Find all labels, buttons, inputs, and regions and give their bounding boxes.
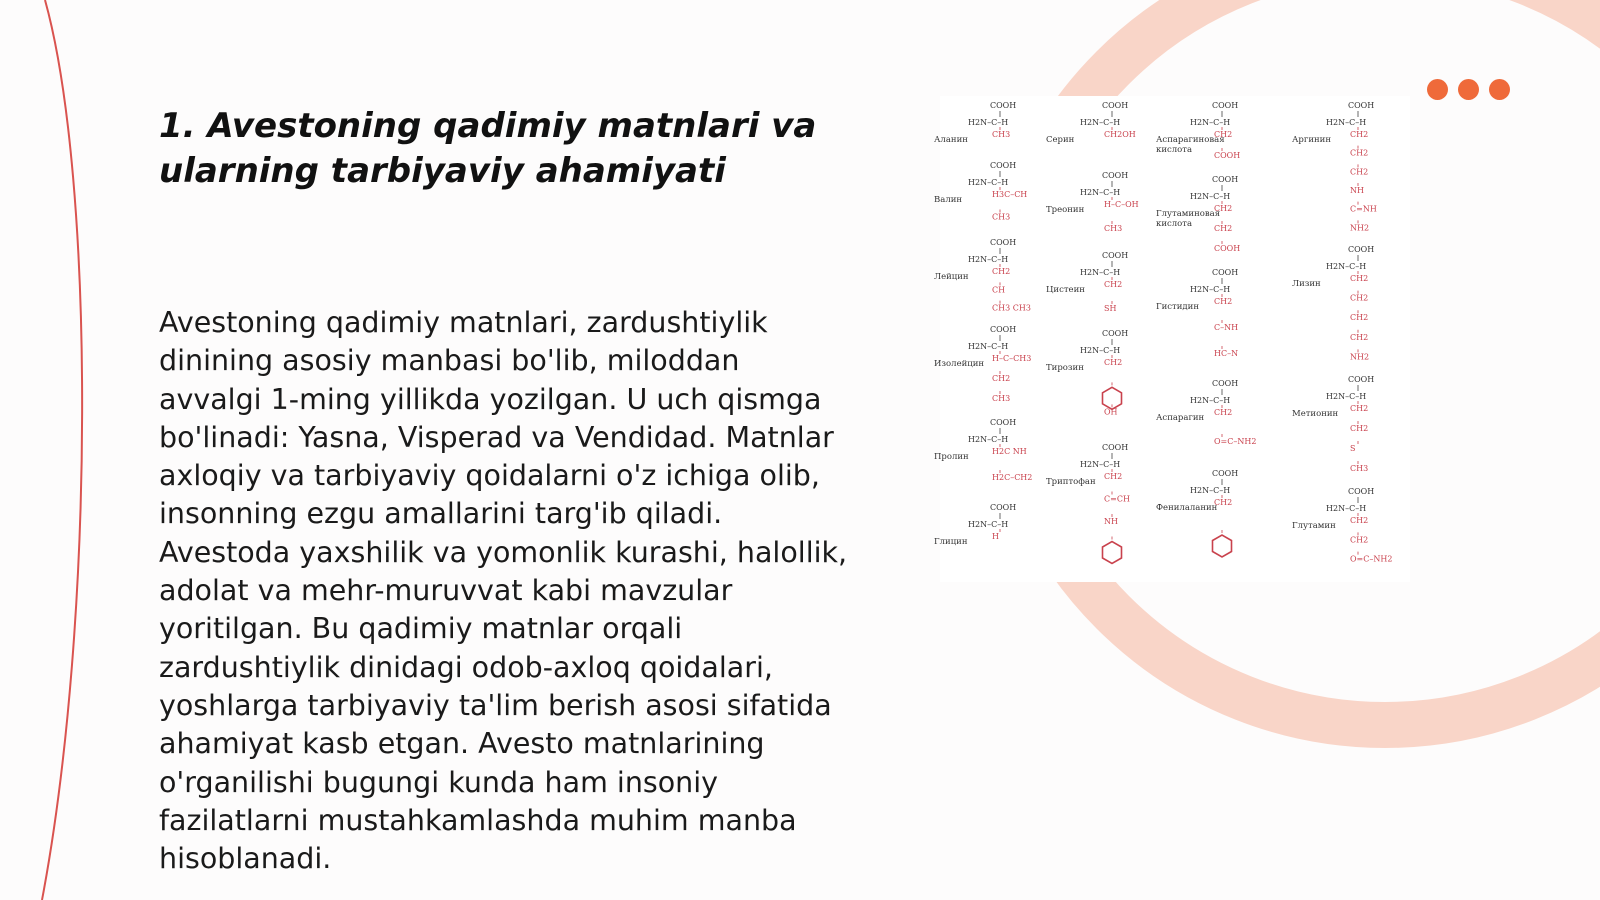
side-chain-group: C=CH	[1104, 494, 1130, 504]
side-chain-group: CH2	[992, 374, 1011, 383]
amino-acid-structure	[934, 418, 1032, 482]
side-chain-group: CH2	[1214, 498, 1233, 507]
cooh-group: COOH	[1102, 443, 1129, 452]
side-chain-group: CH2	[1350, 424, 1369, 433]
cooh-group: COOH	[1212, 268, 1239, 277]
ring-icon	[1103, 542, 1122, 564]
amino-backbone: H2N–C–H	[1326, 392, 1367, 401]
dot-icon	[1489, 79, 1510, 100]
ring-icon	[1213, 535, 1232, 557]
slide-body-text: Avestoning qadimiy matnlari, zardushtiylik dinining asosiy manbasi bo'lib, miloddan avvalgi 1-ming yillikda yozilgan. U uch qismga bo'linadi: Yasna, Visperad va Vendidad. Matnlar axloqiy va tarbiyaviy qoidalarni o'z ichiga olib, insonning ezgu amallarini targ'ib qiladi. Avestoda yaxshilik va yomonlik kurashi, halollik, adolat va mehr-muruvvat kabi mavzular yoritilgan. Bu qadimiy matnlar orqali zardushtiylik dinidagi odob-axloq qoidalari, yoshlarga tarbiyaviy ta'lim berish asosi sifatida ahamiyat kasb etgan. Avesto matnlarining o'rganilishi bugungi kunda ham insoniy fazilatlarni mustahkamlashda muhim manba hisoblanadi.	[159, 306, 848, 876]
side-chain-group: SH	[1104, 304, 1117, 313]
side-chain-group: CH3	[1350, 464, 1369, 473]
amino-acid-label: Глицин	[934, 537, 968, 547]
side-chain-group: H2C–CH2	[992, 473, 1033, 482]
cooh-group: COOH	[1348, 245, 1375, 254]
side-chain-group: CH3	[992, 212, 1011, 222]
side-chain-group: CH2	[1214, 408, 1233, 417]
side-chain-group: CH3 CH3	[992, 303, 1031, 313]
amino-acid-structure	[1046, 101, 1136, 145]
amino-acid-label: Валин	[934, 195, 963, 205]
amino-acid-label: Фенилаланин	[1156, 503, 1218, 513]
amino-backbone: H2N–C–H	[1080, 346, 1121, 355]
amino-backbone: H2N–C–H	[1190, 486, 1231, 495]
cooh-group: COOH	[1348, 101, 1375, 110]
side-chain-group: CH2	[1350, 516, 1369, 525]
amino-acid-structure	[1046, 171, 1139, 233]
amino-backbone: H2N–C–H	[1326, 504, 1367, 513]
side-chain-group: CH2	[1350, 293, 1369, 303]
side-chain-group: CH2	[1104, 358, 1123, 367]
amino-backbone: H2N–C–H	[1190, 396, 1231, 405]
side-chain-group: COOH	[1214, 151, 1241, 160]
side-chain-group: CH2	[1350, 313, 1369, 323]
amino-acid-label: Глутаминовая кислота	[1156, 209, 1221, 229]
side-chain-group: CH2	[1350, 130, 1369, 139]
side-chain-group: O=C–NH2	[1350, 554, 1393, 564]
cooh-group: COOH	[1102, 251, 1129, 260]
left-accent-curve	[42, 0, 82, 900]
side-chain-group: CH2OH	[1104, 130, 1136, 139]
side-chain-group: CH3	[992, 394, 1011, 403]
amino-acid-label: Аргинин	[1292, 135, 1331, 145]
amino-acid-structure	[1156, 101, 1240, 160]
amino-backbone: H2N–C–H	[968, 178, 1009, 187]
side-chain-group: CH2	[992, 267, 1011, 276]
side-chain-group: H2C NH	[992, 447, 1027, 456]
amino-acid-structure	[1292, 487, 1392, 564]
dot-icon	[1427, 79, 1448, 100]
side-chain-group: H–C–CH3	[992, 354, 1032, 363]
side-chain-group: H	[992, 532, 999, 541]
amino-acid-structures-drawing	[934, 96, 1410, 582]
amino-acid-label: Триптофан	[1046, 477, 1096, 487]
cooh-group: COOH	[1102, 171, 1129, 180]
side-chain-group: HC–N	[1214, 349, 1239, 358]
amino-backbone: H2N–C–H	[1326, 262, 1367, 271]
side-chain-group: C=NH	[1350, 204, 1377, 214]
amino-acid-label: Тирозин	[1046, 363, 1084, 373]
side-chain-group: CH2	[1214, 297, 1233, 306]
cooh-group: COOH	[990, 161, 1017, 170]
menu-dots	[1427, 79, 1510, 100]
amino-acid-label: Аланин	[934, 135, 968, 145]
amino-acid-structures-image	[934, 96, 1410, 582]
amino-acid-structure	[1156, 379, 1256, 446]
cooh-group: COOH	[1212, 469, 1239, 478]
side-chain-group: O=C–NH2	[1214, 437, 1257, 446]
cooh-group: COOH	[990, 101, 1017, 110]
amino-backbone: H2N–C–H	[1190, 285, 1231, 294]
amino-acid-label: Серин	[1046, 135, 1075, 145]
amino-acid-structure	[1292, 101, 1377, 232]
side-chain-group: S	[1350, 444, 1356, 453]
side-chain-group: CH2	[1350, 404, 1369, 413]
cooh-group: COOH	[1212, 101, 1239, 110]
amino-acid-label: Треонин	[1046, 205, 1085, 215]
amino-backbone: H2N–C–H	[968, 342, 1009, 351]
amino-acid-structure	[934, 238, 1031, 313]
side-chain-group: CH2	[1214, 204, 1233, 213]
cooh-group: COOH	[1348, 487, 1375, 496]
cooh-group: COOH	[1348, 375, 1375, 384]
amino-acid-label: Пролин	[934, 452, 969, 462]
amino-acid-structure	[1046, 443, 1130, 564]
amino-acid-label: Аспарагиновая кислота	[1156, 135, 1225, 155]
slide-title: 1. Avestoning qadimiy matnlari va ularning tarbiyaviy ahamiyati	[159, 106, 817, 191]
side-chain-group: COOH	[1214, 244, 1241, 253]
amino-backbone: H2N–C–H	[1080, 118, 1121, 127]
side-chain-group: CH2	[1214, 224, 1233, 233]
cooh-group: COOH	[990, 325, 1017, 334]
cooh-group: COOH	[990, 238, 1017, 247]
amino-acid-structure	[934, 503, 1016, 547]
amino-acid-label: Аспарагин	[1156, 413, 1205, 423]
side-chain-group: H3C–CH	[992, 190, 1028, 199]
amino-backbone: H2N–C–H	[1080, 188, 1121, 197]
amino-acid-structure	[1292, 375, 1374, 473]
side-chain-group: CH3	[992, 130, 1011, 139]
dot-icon	[1458, 79, 1479, 100]
amino-backbone: H2N–C–H	[968, 118, 1009, 127]
amino-acid-label: Гистидин	[1156, 302, 1199, 312]
amino-acid-label: Метионин	[1292, 409, 1339, 419]
amino-backbone: H2N–C–H	[968, 255, 1009, 264]
side-chain-group: CH	[992, 285, 1006, 295]
amino-acid-structure	[1046, 329, 1128, 416]
amino-acid-structure	[1292, 245, 1374, 361]
cooh-group: COOH	[1102, 101, 1129, 110]
side-chain-group: CH2	[1350, 332, 1369, 342]
side-chain-group: H–C–OH	[1104, 200, 1139, 209]
amino-acid-label: Изолейцин	[934, 359, 985, 369]
side-chain-group: CH2	[1350, 274, 1369, 283]
amino-acid-structure	[1156, 175, 1240, 253]
amino-backbone: H2N–C–H	[1326, 118, 1367, 127]
side-chain-group: CH2	[1350, 148, 1369, 158]
amino-backbone: H2N–C–H	[968, 435, 1009, 444]
side-chain-group: CH2	[1350, 535, 1369, 545]
amino-acid-label: Глутамин	[1292, 521, 1336, 531]
cooh-group: COOH	[990, 503, 1017, 512]
cooh-group: COOH	[1212, 175, 1239, 184]
side-chain-group: NH2	[1350, 223, 1370, 233]
amino-acid-structure	[1046, 251, 1128, 313]
side-chain-group: CH2	[1104, 280, 1123, 289]
amino-acid-label: Цистеин	[1046, 285, 1085, 295]
amino-acid-structure	[934, 325, 1031, 403]
side-chain-group: CH2	[1214, 130, 1233, 139]
side-chain-group: NH2	[1350, 352, 1370, 362]
side-chain-group: CH2	[1350, 167, 1369, 177]
amino-acid-structure	[934, 161, 1027, 222]
side-chain-group: C–NH	[1214, 323, 1239, 332]
cooh-group: COOH	[990, 418, 1017, 427]
amino-backbone: H2N–C–H	[968, 520, 1009, 529]
amino-acid-label: Лизин	[1292, 279, 1321, 289]
amino-backbone: H2N–C–H	[1190, 192, 1231, 201]
side-chain-group: CH2	[1104, 472, 1123, 481]
amino-backbone: H2N–C–H	[1190, 118, 1231, 127]
cooh-group: COOH	[1102, 329, 1129, 338]
side-chain-group: OH	[1104, 407, 1118, 417]
side-chain-group: NH	[1104, 517, 1118, 526]
amino-backbone: H2N–C–H	[1080, 268, 1121, 277]
side-chain-group: NH	[1350, 186, 1364, 195]
amino-acid-structure	[934, 101, 1016, 145]
cooh-group: COOH	[1212, 379, 1239, 388]
amino-acid-structure	[1156, 268, 1238, 358]
amino-acid-label: Лейцин	[934, 272, 969, 282]
amino-acid-structure	[1156, 469, 1238, 557]
side-chain-group: CH3	[1104, 224, 1123, 233]
amino-backbone: H2N–C–H	[1080, 460, 1121, 469]
